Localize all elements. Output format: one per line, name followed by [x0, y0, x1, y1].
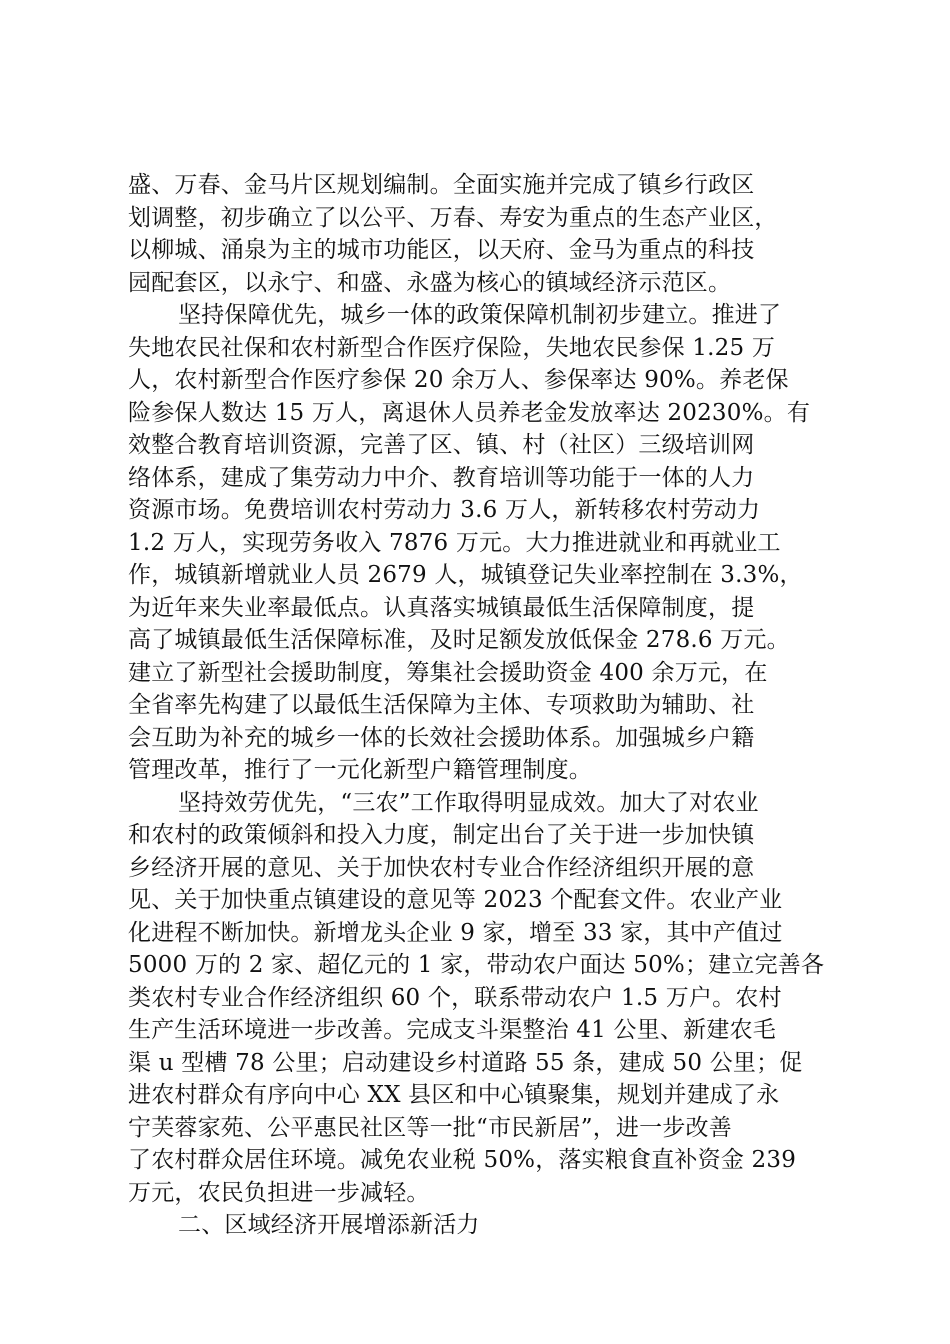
text-line: 和农村的政策倾斜和投入力度，制定出台了关于进一步加快镇 [128, 822, 755, 848]
text-line: 宁芙蓉家苑、公平惠民社区等一批“市民新居”，进一步改善 [128, 1114, 732, 1141]
paragraph-first-line: 坚持效劳优先，“三农”工作取得明显成效。加大了对农业 [178, 789, 759, 816]
text-line: 万元，农民负担进一步减轻。 [128, 1179, 430, 1206]
text-line: 全省率先构建了以最低生活保障为主体、专项救助为辅助、社 [128, 692, 755, 718]
text-line: 乡经济开展的意见、关于加快农村专业合作经济组织开展的意 [128, 854, 755, 881]
text-line: 化进程不断加快。新增龙头企业 9 家，增至 33 家，其中产值过 [128, 919, 783, 946]
text-line: 划调整，初步确立了以公平、万春、寿安为重点的生态产业区， [128, 204, 778, 231]
text-line: 络体系，建成了集劳动力中介、教育培训等功能于一体的人力 [128, 464, 755, 491]
text-line: 1.2 万人，实现劳务收入 7876 万元。大力推进就业和再就业工 [128, 529, 781, 556]
text-line: 为近年来失业率最低点。认真落实城镇最低生活保障制度，提 [128, 594, 755, 621]
paragraph-first-line: 坚持保障优先，城乡一体的政策保障机制初步建立。推进了 [178, 302, 782, 328]
text-line: 人，农村新型合作医疗参保 20 余万人、参保率达 90%。养老保 [128, 367, 789, 393]
text-line: 进农村群众有序向中心 XX 县区和中心镇聚集，规划并建成了永 [128, 1082, 780, 1108]
text-line: 险参保人数达 15 万人，离退休人员养老金发放率达 20230%。有 [128, 399, 811, 426]
text-line: 管理改革，推行了一元化新型户籍管理制度。 [128, 757, 592, 783]
text-line: 盛、万春、金马片区规划编制。全面实施并完成了镇乡行政区 [128, 172, 755, 198]
text-line: 会互助为补充的城乡一体的长效社会援助体系。加强城乡户籍 [128, 724, 755, 751]
text-line: 5000 万的 2 家、超亿元的 1 家，带动农户面达 50%；建立完善各 [128, 952, 825, 978]
text-line: 资源市场。免费培训农村劳动力 3.6 万人，新转移农村劳动力 [128, 497, 761, 523]
text-line: 渠 u 型槽 78 公里；启动建设乡村道路 55 条，建成 50 公里；促 [128, 1049, 803, 1076]
text-line: 以柳城、涌泉为主的城市功能区，以天府、金马为重点的科技 [128, 237, 755, 263]
text-line: 效整合教育培训资源，完善了区、镇、村（社区）三级培训网 [128, 432, 755, 458]
text-line: 建立了新型社会援助制度，筹集社会援助资金 400 余万元，在 [128, 659, 768, 686]
section-heading: 二、区域经济开展增添新活力 [178, 1212, 480, 1238]
text-line: 类农村专业合作经济组织 60 个，联系带动农户 1.5 万户。农村 [128, 984, 782, 1011]
text-line: 高了城镇最低生活保障标准，及时足额发放低保金 278.6 万元。 [128, 627, 790, 653]
text-line: 了农村群众居住环境。减免农业税 50%，落实粮食直补资金 239 [128, 1147, 797, 1173]
text-line: 见、关于加快重点镇建设的意见等 2023 个配套文件。农业产业 [128, 887, 783, 913]
text-line: 失地农民社保和农村新型合作医疗保险，失地农民参保 1.25 万 [128, 334, 776, 361]
document-page [128, 169, 860, 1242]
text-line: 生产生活环境进一步改善。完成支斗渠整治 41 公里、新建农毛 [128, 1017, 776, 1043]
text-line: 园配套区，以永宁、和盛、永盛为核心的镇域经济示范区。 [128, 269, 732, 296]
text-line: 作，城镇新增就业人员 2679 人，城镇登记失业率控制在 3.3%， [128, 562, 803, 588]
